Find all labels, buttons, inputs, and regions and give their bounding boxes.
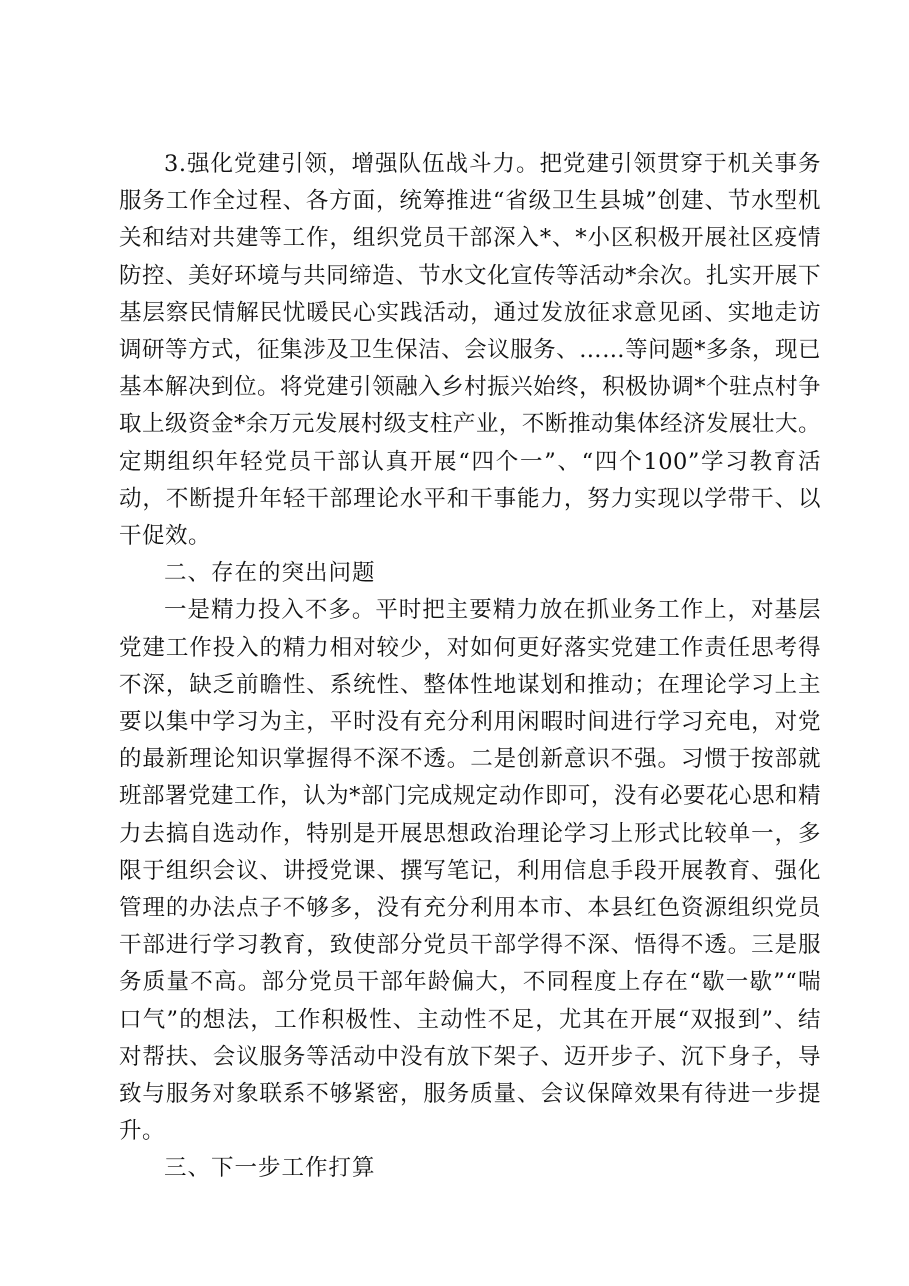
paragraph-problems: 一是精力投入不多。平时把主要精力放在抓业务工作上，对基层党建工作投入的精力相对较少，对如何更好落实党建工作责任思考得不深，缺乏前瞻性、系统性、整体性地谋划和推动；在理论学习上主要以集中学习为主，平时没有充分利用闲暇时间进行学习充电，对党的最新理论知识掌握得不深不透。二是创新意识不强。习惯于按部就班部署党建工作，认为*部门完成规定动作即可，没有必要花心思和精力去搞自选动作，特别是开展思想政治理论学习上形式比较单一，多限于组织会议、讲授党课、撰写笔记，利用信息手段开展教育、强化管理的办法点子不够多，没有充分利用本市、本县红色资源组织党员干部进行学习教育，致使部分党员干部学得不深、悟得不透。三是服务质量不高。部分党员干部年龄偏大，不同程度上存在“歇一歇”“喘口气”的想法，工作积极性、主动性不足，尤其在开展“双报到”、结对帮扶、会议服务等活动中没有放下架子、迈开步子、沉下身子，导致与服务对象联系不够紧密，服务质量、会议保障效果有待进一步提升。: [119, 597, 821, 1145]
paragraph-party-building: 3.强化党建引领，增强队伍战斗力。把党建引领贯穿于机关事务服务工作全过程、各方面，统筹推进“省级卫生县城”创建、节水型机关和结对共建等工作，组织党员干部深入*、*小区积极开展社区疫情防控、美好环境与共同缔造、节水文化宣传等活动*余次。扎实开展下基层察民情解民忧暖民心实践活动，通过发放征求意见函、实地走访调研等方式，征集涉及卫生保洁、会议服务、……等问题*多条，现已基本解决到位。将党建引领融入乡村振兴始终，积极协调*个驻点村争取上级资金*余万元发展村级支柱产业，不断推动集体经济发展壮大。定期组织年轻党员干部认真开展“四个一”、“四个100”学习教育活动，不断提升年轻干部理论水平和干事能力，努力实现以学带干、以干促效。: [119, 151, 821, 550]
section-heading-problems: 二、存在的突出问题: [164, 560, 376, 587]
document-body: [119, 146, 821, 1188]
section-heading-next-steps: 三、下一步工作打算: [164, 1155, 376, 1182]
